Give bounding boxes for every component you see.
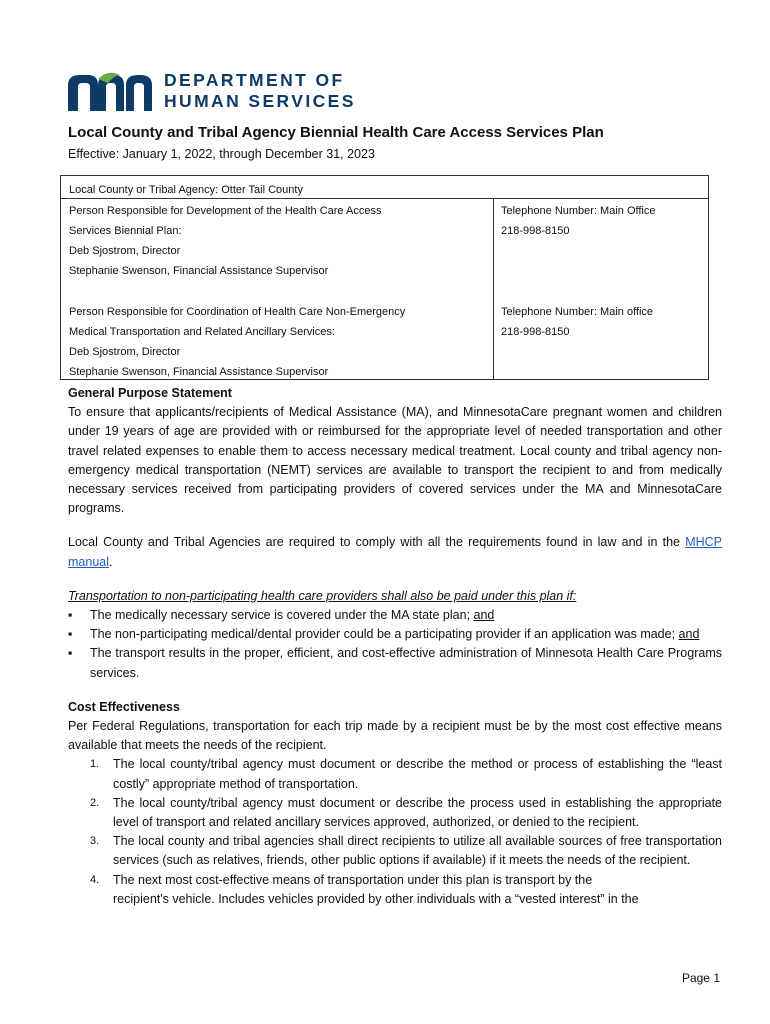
- coordination-person-2: Stephanie Swenson, Financial Assistance Supervisor: [69, 366, 329, 378]
- logo-line-2: HUMAN SERVICES: [164, 91, 356, 111]
- item-number: 1.: [90, 758, 100, 771]
- list-item-text-continued: recipient's vehicle. Includes vehicles provided by other individuals with a “vested interest” in the: [113, 891, 639, 906]
- list-item: [68, 625, 722, 644]
- dhs-logo: [68, 70, 356, 112]
- document-body: [68, 384, 722, 909]
- list-item-conjunction: and: [473, 608, 495, 623]
- item-number: 3.: [90, 835, 100, 848]
- table-column-divider: [493, 198, 494, 379]
- development-phone-cell: [501, 201, 656, 241]
- list-item-text: The next most cost-effective means of transportation under this plan is transport by the: [113, 872, 593, 887]
- development-person-1: Deb Sjostrom, Director: [69, 245, 181, 257]
- coordination-label-line-1: Person Responsible for Coordination of Health Care Non-Emergency: [69, 306, 406, 318]
- list-item-text: The local county/tribal agency must document or describe the process used in establishing the appropriate level of transport and related ancillary services approved, authorized, or denied to the recipient.: [113, 795, 722, 830]
- coordination-responsible-cell: [69, 302, 405, 382]
- development-phone-label: Telephone Number: Main Office: [501, 205, 656, 217]
- coordination-phone-number: 218-998-8150: [501, 326, 570, 338]
- cost-effectiveness-list: [68, 755, 722, 909]
- page-number: Page 1: [681, 971, 720, 985]
- bullet-icon: ▪: [68, 627, 73, 642]
- minnesota-logo-icon: [68, 71, 152, 111]
- compliance-paragraph: [68, 533, 722, 571]
- coordination-phone-cell: [501, 302, 653, 342]
- bullet-icon: ▪: [68, 608, 73, 623]
- table-divider: [61, 198, 708, 199]
- list-item-text: The local county/tribal agency must document or describe the method or process of establishing the “least costly” appropriate method of transportation.: [113, 757, 722, 791]
- list-item: [68, 755, 722, 793]
- non-participating-list: [68, 606, 722, 683]
- list-item-text: The medically necessary service is covered under the MA state plan;: [90, 608, 474, 623]
- cost-effectiveness-paragraph: Per Federal Regulations, transportation for each trip made by a recipient must be by the most cost effective means available that meets the needs of the recipient.: [68, 719, 722, 753]
- list-item: [68, 606, 722, 625]
- general-purpose-paragraph: To ensure that applicants/recipients of Medical Assistance (MA), and MinnesotaCare pregnant women and children under 19 years of age are provided with or reimbursed for the appropriate level of needed transportation and other travel related expenses to enable them to access necessary medical treatment. Local county and tribal agency non-emergency medical transportation (NEMT) services are available to transport the recipient to and from medically necessary services received from participating providers of covered services under the MA and MinnesotaCare programs.: [68, 405, 722, 516]
- compliance-text: Local County and Tribal Agencies are required to comply with all the requirements found in law and in the: [68, 535, 686, 550]
- non-participating-intro: Transportation to non-participating health care providers shall also be paid under this plan if:: [68, 588, 577, 603]
- list-item: [68, 794, 722, 832]
- list-item: [68, 871, 722, 909]
- general-purpose-heading: General Purpose Statement: [68, 386, 232, 400]
- list-item: [68, 832, 722, 870]
- development-label-line-2: Services Biennial Plan:: [69, 225, 182, 237]
- effective-dates: Effective: January 1, 2022, through December 31, 2023: [68, 147, 375, 161]
- coordination-person-1: Deb Sjostrom, Director: [69, 346, 181, 358]
- coordination-phone-label: Telephone Number: Main office: [501, 306, 654, 318]
- list-item-conjunction: and: [678, 627, 700, 642]
- info-table: [60, 175, 709, 380]
- cost-effectiveness-heading: Cost Effectiveness: [68, 699, 180, 714]
- bullet-icon: ▪: [68, 646, 73, 661]
- item-number: 4.: [90, 873, 100, 886]
- development-person-2: Stephanie Swenson, Financial Assistance Supervisor: [69, 265, 329, 277]
- document-title: Local County and Tribal Agency Biennial Health Care Access Services Plan: [68, 124, 604, 141]
- development-label-line-1: Person Responsible for Development of the Health Care Access: [69, 205, 382, 217]
- compliance-end: .: [109, 554, 113, 569]
- development-responsible-cell: [69, 201, 381, 281]
- agency-row: Local County or Tribal Agency: Otter Tail County: [69, 184, 303, 196]
- list-item-text: The transport results in the proper, efficient, and cost-effective administration of Minnesota Health Care Programs services.: [90, 646, 722, 680]
- logo-line-1: DEPARTMENT OF: [164, 70, 345, 90]
- development-phone-number: 218-998-8150: [501, 225, 570, 237]
- mhcp-manual-link[interactable]: MHCP manual: [68, 535, 722, 569]
- list-item-text: The local county and tribal agencies shall direct recipients to utilize all available sources of free transportation services (such as relatives, friends, other public options if available) if it meets the needs of the recipient.: [113, 834, 722, 868]
- list-item: [68, 644, 722, 682]
- item-number: 2.: [90, 796, 100, 809]
- list-item-text: The non-participating medical/dental provider could be a participating provider if an application was made;: [90, 627, 679, 642]
- coordination-label-line-2: Medical Transportation and Related Ancillary Services:: [69, 326, 335, 338]
